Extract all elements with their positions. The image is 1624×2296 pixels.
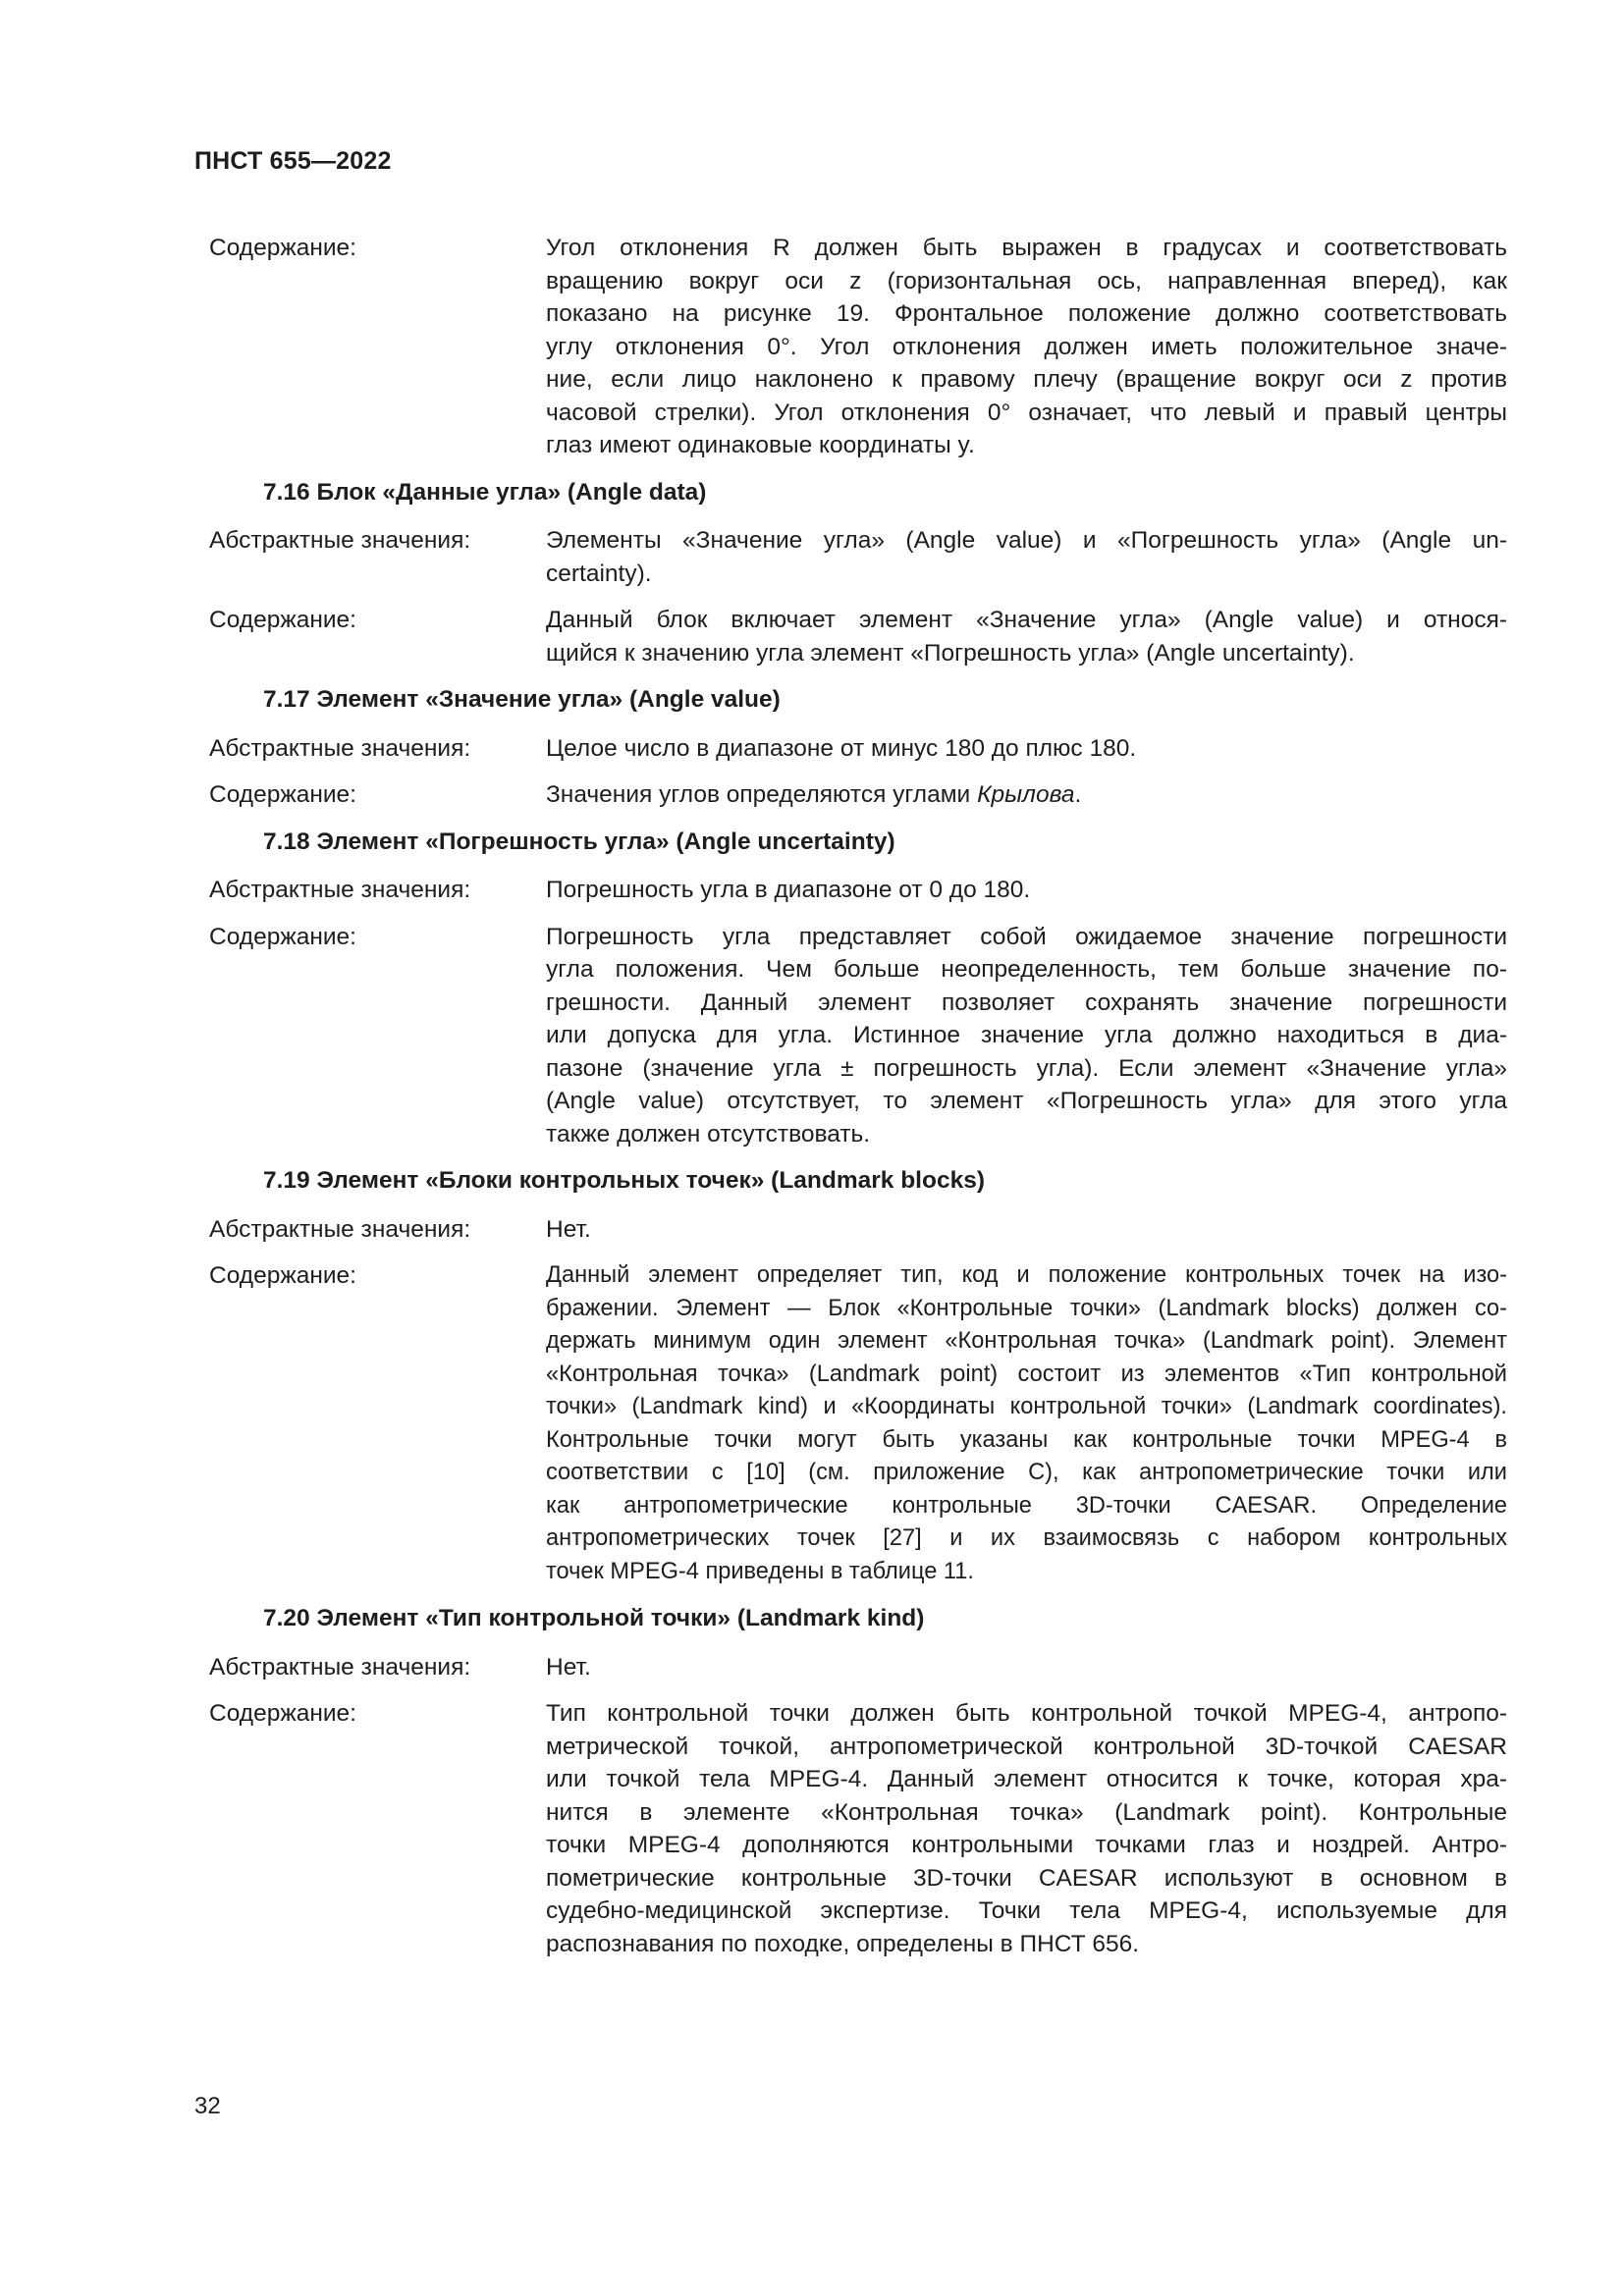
text-line: ние, если лицо наклонено к правому плечу (вращение вокруг оси z против: [546, 366, 1507, 393]
text-line: Погрешность угла представляет собой ожидаемое значение погрешности: [546, 923, 1507, 950]
field-value: [546, 732, 1507, 766]
field-label: Содержание:: [209, 1700, 356, 1727]
field-row-content: [209, 1259, 1507, 1588]
text-line: Угол отклонения R должен быть выражен в градусах и соответствовать: [546, 235, 1507, 261]
text-line: Данный элемент определяет тип, код и положение контрольных точек на изо-: [546, 1262, 1507, 1288]
text-line: пометрические контрольные 3D-точки CAESAR используют в основном в: [546, 1864, 1507, 1892]
text-line: certainty).: [546, 560, 652, 587]
text-line: угла положения. Чем больше неопределенность, тем больше значение по-: [546, 956, 1507, 983]
text-line: часовой стрелки). Угол отклонения 0° означает, что левый и правый центры: [546, 399, 1507, 426]
document-id: ПНСТ 655—2022: [194, 147, 392, 175]
field-row-content: [209, 921, 1507, 1151]
text-line: Контрольные точки могут быть указаны как контрольные точки MPEG-4 в: [546, 1426, 1507, 1453]
text-line: щийся к значению угла элемент «Погрешность угла» (Angle uncertainty).: [546, 639, 1355, 667]
text-line: Целое число в диапазоне от минус 180 до плюс 180.: [546, 734, 1137, 762]
section-heading-7-18: 7.18 Элемент «Погрешность угла» (Angle uncertainty): [263, 828, 895, 855]
text-line: точки MPEG-4 дополняются контрольными точками глаз и ноздрей. Антро-: [546, 1832, 1507, 1858]
section-heading-7-19: 7.19 Элемент «Блоки контрольных точек» (Landmark blocks): [263, 1167, 985, 1194]
value-text: Значения углов определяются углами: [546, 781, 978, 808]
text-line: точек MPEG-4 приведены в таблице 11.: [546, 1558, 974, 1584]
field-value: [546, 778, 1507, 812]
field-row-content: [209, 604, 1507, 669]
field-label: Абстрактные значения:: [209, 1215, 471, 1243]
text-line: держать минимум один элемент «Контрольная точка» (Landmark point). Элемент: [546, 1328, 1507, 1354]
field-value: [546, 874, 1507, 907]
field-row-abstract-values: [209, 874, 1507, 907]
field-value: [546, 524, 1507, 590]
text-line: грешности. Данный элемент позволяет сохранять значение погрешности: [546, 988, 1507, 1016]
value-italic-term: Крылова: [977, 781, 1075, 808]
text-line: точки» (Landmark kind) и «Координаты контрольной точки» (Landmark coordinates).: [546, 1394, 1507, 1419]
section-heading-7-20: 7.20 Элемент «Тип контрольной точки» (Landmark kind): [263, 1605, 925, 1631]
text-line: как антропометрические контрольные 3D-точки CAESAR. Определение: [546, 1492, 1507, 1519]
text-line: метрической точкой, антропометрической контрольной 3D-точкой CAESAR: [546, 1733, 1507, 1760]
text-line: Данный блок включает элемент «Значение угла» (Angle value) и относя-: [546, 607, 1507, 633]
text-line: показано на рисунке 19. Фронтальное положение должно соответствовать: [546, 300, 1507, 327]
text-line: Нет.: [546, 1653, 591, 1681]
text-line: Элементы «Значение угла» (Angle value) и «Погрешность угла» (Angle un-: [546, 527, 1507, 554]
field-row-abstract-values: [209, 524, 1507, 590]
field-value: [546, 1213, 1507, 1247]
text-line: бражении. Элемент — Блок «Контрольные точки» (Landmark blocks) должен со-: [546, 1295, 1507, 1321]
text-line: (Angle value) отсутствует, то элемент «Погрешность угла» для этого угла: [546, 1088, 1507, 1114]
text-line: вращению вокруг оси z (горизонтальная ось, направленная вперед), как: [546, 267, 1507, 294]
field-value: [546, 232, 1507, 462]
field-row-abstract-values: [209, 732, 1507, 766]
text-line: глаз имеют одинаковые координаты y.: [546, 432, 975, 458]
section-heading-7-16: 7.16 Блок «Данные угла» (Angle data): [263, 478, 707, 506]
section-heading-7-17: 7.17 Элемент «Значение угла» (Angle value): [263, 686, 781, 713]
field-row-content: [209, 232, 1507, 462]
text-line: нится в элементе «Контрольная точка» (Landmark point). Контрольные: [546, 1798, 1507, 1826]
field-value: [546, 1259, 1507, 1588]
value-text-end: .: [1074, 781, 1082, 808]
field-row-content: [209, 1697, 1507, 1960]
field-row-abstract-values: [209, 1651, 1507, 1684]
text-line: или допуска для угла. Истинное значение угла должно находиться в диа-: [546, 1022, 1507, 1048]
field-value: [546, 1697, 1507, 1960]
text-line: или точкой тела MPEG-4. Данный элемент относится к точке, которая хра-: [546, 1766, 1507, 1792]
text-line: «Контрольная точка» (Landmark point) состоит из элементов «Тип контрольной: [546, 1361, 1507, 1387]
field-label: Содержание:: [209, 781, 356, 808]
field-row-abstract-values: [209, 1213, 1507, 1247]
field-value: [546, 921, 1507, 1151]
text-line: Тип контрольной точки должен быть контрольной точкой MPEG-4, антропо-: [546, 1700, 1507, 1727]
text-line: распознавания по походке, определены в ПНСТ 656.: [546, 1930, 1140, 1957]
text-line: пазоне (значение угла ± погрешность угла). Если элемент «Значение угла»: [546, 1054, 1507, 1082]
field-label: Абстрактные значения:: [209, 734, 471, 762]
page-number: 32: [194, 2093, 221, 2119]
field-label: Абстрактные значения:: [209, 877, 471, 903]
text-line: судебно-медицинской экспертизе. Точки тела MPEG-4, используемые для: [546, 1897, 1507, 1924]
text-line: также должен отсутствовать.: [546, 1120, 871, 1148]
field-label: Содержание:: [209, 1262, 356, 1289]
text-line: Погрешность угла в диапазоне от 0 до 180.: [546, 877, 1031, 903]
field-label: Содержание:: [209, 607, 356, 633]
text-line: антропометрических точек [27] и их взаимосвязь с набором контрольных: [546, 1525, 1507, 1551]
field-label: Абстрактные значения:: [209, 1653, 471, 1681]
text-line: углу отклонения 0°. Угол отклонения должен иметь положительное значе-: [546, 333, 1507, 360]
field-label: Содержание:: [209, 235, 356, 261]
text-line: Нет.: [546, 1215, 591, 1243]
field-value: [546, 1651, 1507, 1684]
document-body: [209, 232, 1507, 1974]
field-value: [546, 604, 1507, 669]
field-label: Абстрактные значения:: [209, 527, 471, 554]
field-label: Содержание:: [209, 923, 356, 950]
field-row-content: [209, 778, 1507, 812]
text-line: соответствии с [10] (см. приложение С), как антропометрические точки или: [546, 1460, 1507, 1485]
